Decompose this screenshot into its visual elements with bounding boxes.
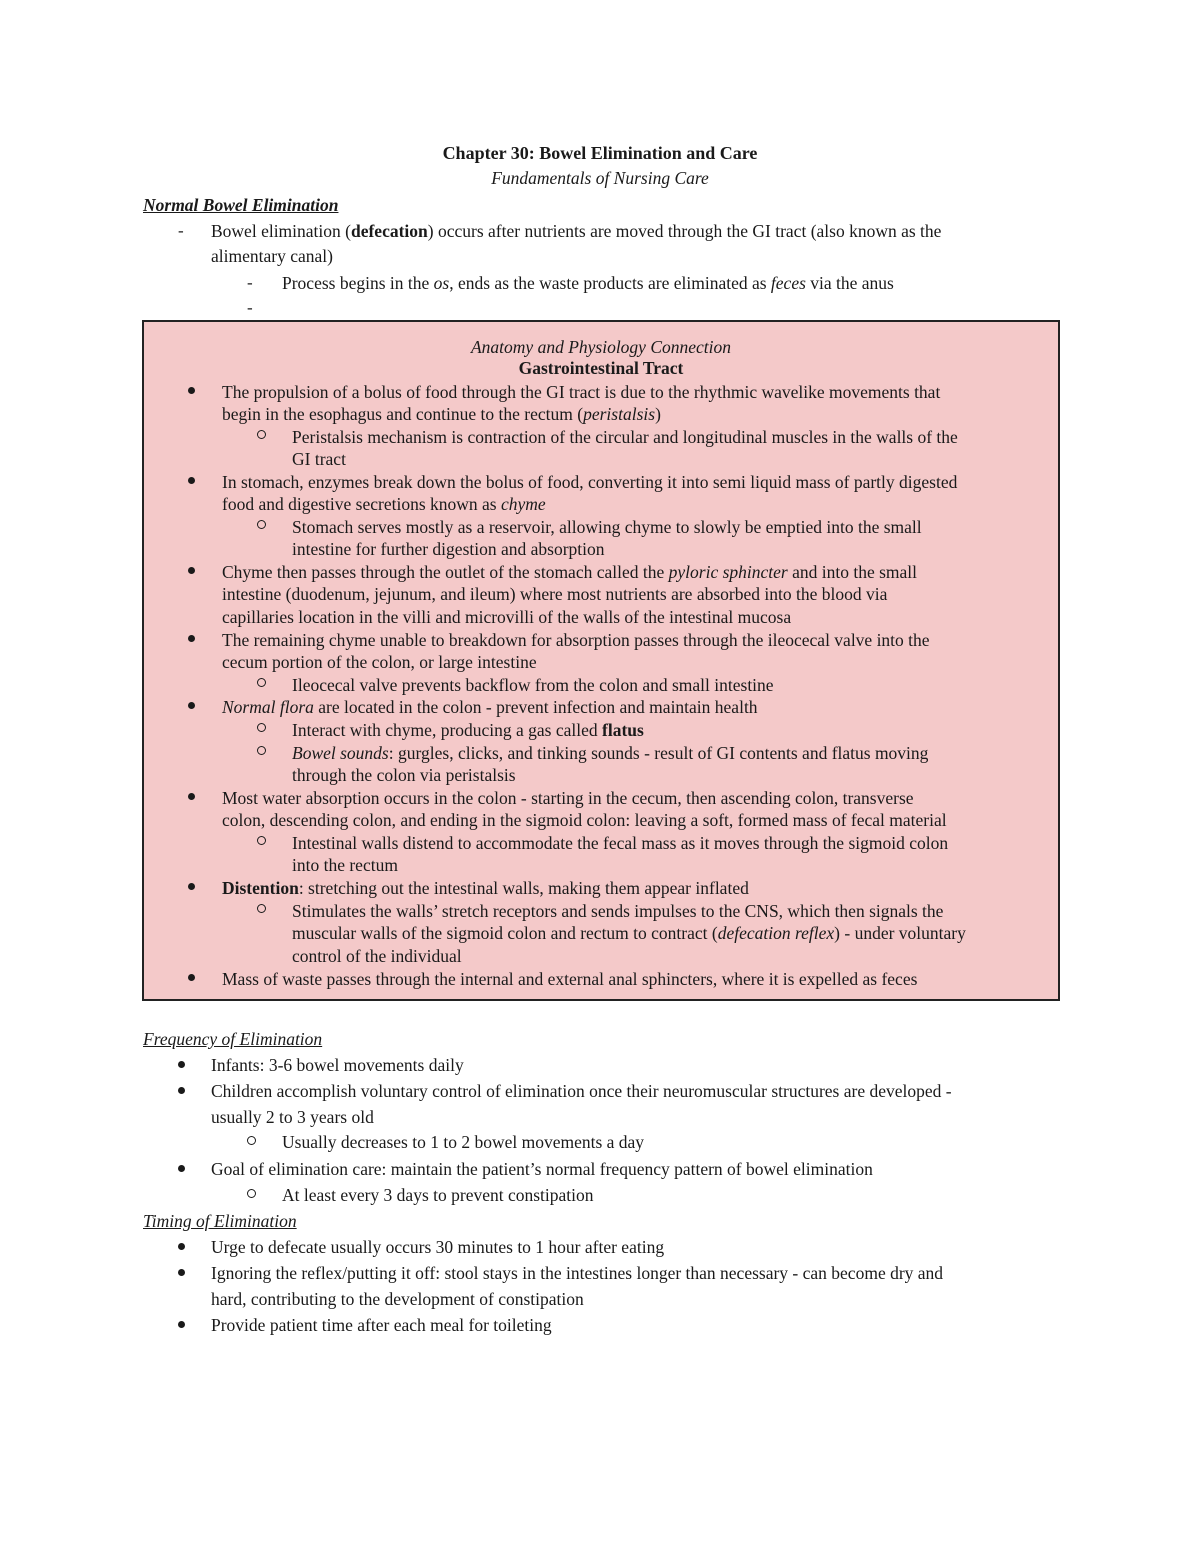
dash-marker: -	[178, 221, 184, 240]
bullet-circle	[257, 743, 266, 760]
bullet-dot	[178, 1264, 185, 1281]
list-item: Distention: stretching out the intestinal walls, making them appear inflated	[222, 878, 749, 898]
bullet-dot	[178, 1316, 185, 1333]
bullet-circle	[247, 1186, 256, 1203]
list-item: Provide patient time after each meal for toileting	[211, 1315, 552, 1335]
bullet-dot	[188, 788, 195, 805]
list-subitem: Interact with chyme, producing a gas called flatus	[292, 720, 644, 740]
list-item: Goal of elimination care: maintain the patient’s normal frequency pattern of bowel elimination	[211, 1159, 873, 1179]
list-subitem: Bowel sounds: gurgles, clicks, and tinking sounds - result of GI contents and flatus moving	[292, 743, 929, 763]
bullet-dot	[188, 969, 195, 986]
list-item: Chyme then passes through the outlet of the stomach called the pyloric sphincter and into the small	[222, 562, 918, 582]
list-item: Ignoring the reflex/putting it off: stool stays in the intestines longer than necessary - can become dry and	[211, 1263, 944, 1283]
list-item: Most water absorption occurs in the colon - starting in the cecum, then ascending colon, transverse	[222, 788, 914, 808]
callout-title: Anatomy and Physiology Connection	[470, 337, 732, 357]
section-heading-timing: Timing of Elimination	[143, 1211, 297, 1231]
bullet-dot	[188, 630, 195, 647]
list-subitem: Stomach serves mostly as a reservoir, allowing chyme to slowly be emptied into the small	[292, 517, 922, 537]
list-subitem-continued: through the colon via peristalsis	[292, 765, 516, 785]
list-item-continued: alimentary canal)	[211, 246, 333, 266]
bullet-dot	[178, 1056, 185, 1073]
bullet-dot	[178, 1082, 185, 1099]
list-item: Normal flora are located in the colon - prevent infection and maintain health	[222, 697, 758, 717]
list-subitem: Process begins in the os, ends as the waste products are eliminated as feces via the anus	[282, 273, 894, 293]
bullet-circle	[257, 901, 266, 918]
bullet-dot	[188, 562, 195, 579]
bullet-dot	[178, 1238, 185, 1255]
list-subitem-continued: intestine for further digestion and absorption	[292, 539, 605, 559]
bullet-dot	[188, 878, 195, 895]
list-subitem-continued: into the rectum	[292, 855, 398, 875]
list-item-continued: food and digestive secretions known as chyme	[222, 494, 546, 514]
list-subitem: Usually decreases to 1 to 2 bowel movements a day	[282, 1132, 645, 1152]
list-item: Children accomplish voluntary control of elimination once their neuromuscular structures are developed -	[211, 1081, 952, 1101]
list-subitem-continued: muscular walls of the sigmoid colon and rectum to contract (defecation reflex) - under voluntary	[292, 923, 966, 943]
list-subitem: Intestinal walls distend to accommodate the fecal mass as it moves through the sigmoid colon	[292, 833, 949, 853]
dash-marker: -	[247, 273, 253, 292]
page-subtitle: Fundamentals of Nursing Care	[491, 168, 709, 188]
list-subitem: Peristalsis mechanism is contraction of the circular and longitudinal muscles in the walls of the	[292, 427, 958, 447]
callout-subtitle: Gastrointestinal Tract	[518, 358, 684, 378]
list-item-continued: begin in the esophagus and continue to the rectum (peristalsis)	[222, 404, 661, 424]
bullet-dot	[178, 1160, 185, 1177]
bullet-circle	[247, 1133, 256, 1150]
list-item: Infants: 3-6 bowel movements daily	[211, 1055, 464, 1075]
bullet-circle	[257, 675, 266, 692]
dash-marker-empty: -	[247, 298, 253, 317]
list-item-continued: usually 2 to 3 years old	[211, 1107, 374, 1127]
list-item: The remaining chyme unable to breakdown for absorption passes through the ileocecal valve into the	[222, 630, 930, 650]
list-item-continued: colon, descending colon, and ending in the sigmoid colon: leaving a soft, formed mass of fecal material	[222, 810, 947, 830]
page-title: Chapter 30: Bowel Elimination and Care	[442, 143, 758, 163]
list-item: The propulsion of a bolus of food through the GI tract is due to the rhythmic wavelike movements that	[222, 382, 941, 402]
list-item-continued: capillaries location in the villi and microvilli of the walls of the intestinal mucosa	[222, 607, 792, 627]
bullet-circle	[257, 720, 266, 737]
bullet-dot	[188, 697, 195, 714]
list-subitem: Stimulates the walls’ stretch receptors and sends impulses to the CNS, which then signals the	[292, 901, 944, 921]
bullet-circle	[257, 427, 266, 444]
list-item-continued: cecum portion of the colon, or large intestine	[222, 652, 537, 672]
bullet-dot	[188, 472, 195, 489]
list-item: Urge to defecate usually occurs 30 minutes to 1 hour after eating	[211, 1237, 665, 1257]
list-subitem: At least every 3 days to prevent constipation	[282, 1185, 594, 1205]
list-item: Bowel elimination (defecation) occurs after nutrients are moved through the GI tract (also known as the	[211, 221, 942, 241]
bullet-circle	[257, 517, 266, 534]
list-item-continued: intestine (duodenum, jejunum, and ileum) where most nutrients are absorbed into the blood via	[222, 584, 888, 604]
list-item-continued: hard, contributing to the development of constipation	[211, 1289, 584, 1309]
list-subitem-continued: control of the individual	[292, 946, 462, 966]
list-item: In stomach, enzymes break down the bolus of food, converting it into semi liquid mass of partly digested	[222, 472, 958, 492]
list-subitem: Ileocecal valve prevents backflow from the colon and small intestine	[292, 675, 774, 695]
section-heading-normal: Normal Bowel Elimination	[143, 195, 339, 215]
list-subitem-continued: GI tract	[292, 449, 346, 469]
bullet-dot	[188, 382, 195, 399]
section-heading-frequency: Frequency of Elimination	[143, 1029, 323, 1049]
list-item: Mass of waste passes through the internal and external anal sphincters, where it is expelled as feces	[222, 969, 918, 989]
bullet-circle	[257, 833, 266, 850]
